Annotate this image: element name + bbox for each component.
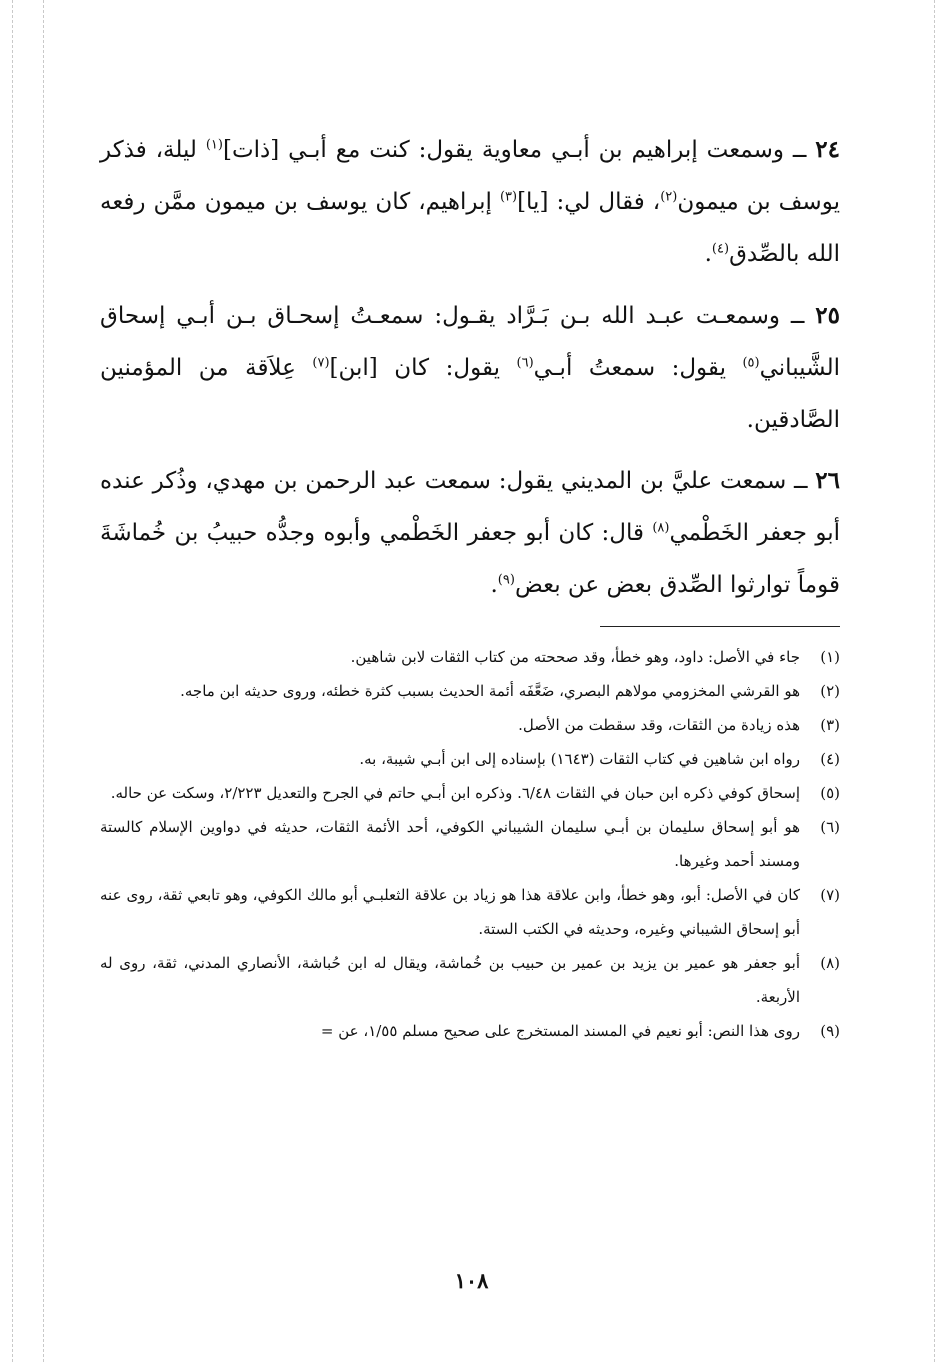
paragraph-dash: ــ	[786, 468, 816, 494]
paragraph-text: .	[704, 241, 712, 267]
paragraph-text: ليلة، فذكر يوسف بن ميمون	[100, 137, 840, 215]
paragraph-dash: ــ	[783, 137, 816, 163]
footnote-text: روى هذا النص: أبو نعيم في المسند المستخرج على صحيح مسلم ١/٥٥، عن =	[320, 1022, 800, 1040]
footnote-ref-3[interactable]: (٣)	[499, 189, 518, 205]
footnote-ref-4[interactable]: (٤)	[711, 241, 730, 257]
paragraph-text: يقول: سمعتُ أبـي	[533, 355, 743, 381]
footnote-number: (٧)	[820, 886, 840, 904]
footnote-text: كان في الأصل: أبو، وهو خطأ، وابن علاقة هذا هو زياد بن علاقة الثعلبـي أبو مالك الكوفي، وهو تابعي ثقة، روى عنه أبو إسحاق الشيباني وغيره، وحديثه في الكتب الستة.	[100, 886, 800, 938]
paragraph-number: ٢٦	[815, 467, 840, 494]
footnote-number: (٣)	[820, 716, 840, 734]
footnote-text: هو القرشي المخزومي مولاهم البصري، ضَعَّفَه أئمة الحديث بسبب كثرة خطئه، وروى حديثه ابن ماجه.	[180, 682, 800, 700]
footnote-ref-6[interactable]: (٦)	[516, 355, 534, 371]
footnote-number: (١)	[820, 648, 840, 666]
footnote-1	[100, 640, 840, 674]
footnote-number: (٨)	[820, 954, 840, 972]
footnote-5	[100, 776, 840, 810]
paragraph-dash: ــ	[779, 303, 816, 329]
paragraph-text: عِلاَقة من المؤمنين الصَّادقين.	[100, 355, 840, 433]
footnote-ref-7[interactable]: (٧)	[312, 355, 330, 371]
footnote-number: (٩)	[820, 1022, 840, 1040]
footnote-text: جاء في الأصل: داود، وهو خطأ، وقد صححته من كتاب الثقات لابن شاهين.	[350, 648, 800, 666]
footnote-number: (٢)	[820, 682, 840, 700]
footnote-text: أبو جعفر هو عمير بن يزيد بن عمير بن حبيب بن خُماشة، ويقال له ابن حُباشة، الأنصاري المدني، ثقة، روى له الأربعة.	[100, 954, 800, 1006]
footnote-6	[100, 810, 840, 878]
paragraph-text: ، فقال لي: [يا]	[517, 189, 661, 215]
page-edge-guide-left	[12, 0, 13, 1362]
footnote-ref-5[interactable]: (٥)	[742, 355, 760, 371]
paragraph-text: سمعت عليَّ بن المديني يقول: سمعت عبد الرحمن بن مهدي، وذُكر عنده أبو جعفر الخَطْمي	[100, 468, 841, 546]
paragraph-text: قال: كان أبو جعفر الخَطْمي وأبوه وجدُّه حبيبُ بن خُماشَةَ قوماً توارثوا الصِّدق بعض عن بعض	[100, 520, 840, 598]
footnote-ref-9[interactable]: (٩)	[497, 572, 515, 588]
paragraph-text: وسمعت إبراهيم بن أبـي معاوية يقول: كنت مع أبـي [ذات]	[222, 137, 784, 163]
footnote-number: (٥)	[820, 784, 840, 802]
footnote-ref-1[interactable]: (١)	[205, 137, 223, 153]
page-number: ١٠٨	[454, 1268, 489, 1293]
footnote-number: (٤)	[820, 750, 840, 768]
footnote-separator	[600, 626, 840, 627]
footnotes	[100, 640, 840, 1048]
paragraph-text: وسمعـت عبـد الله بـن بَـرَّاد يقـول: سمعـتُ إسحـاق بـن أبـي إسحاق الشَّيباني	[100, 303, 840, 381]
paragraph-text: يقول: كان [ابن]	[329, 355, 517, 381]
page-edge-guide-left-inner	[43, 0, 44, 1362]
paragraph-text: .	[490, 572, 498, 598]
paragraph-25	[100, 290, 840, 446]
footnote-7	[100, 878, 840, 946]
paragraph-24	[100, 124, 840, 280]
footnote-ref-2[interactable]: (٢)	[660, 189, 678, 205]
footnote-text: رواه ابن شاهين في كتاب الثقات (١٦٤٣) بإسناده إلى ابن أبـي شيبة، به.	[359, 750, 800, 768]
footnote-4	[100, 742, 840, 776]
footnote-ref-8[interactable]: (٨)	[652, 520, 670, 536]
footnote-9	[100, 1014, 840, 1048]
paragraph-26	[100, 455, 840, 611]
paragraph-number: ٢٥	[815, 302, 840, 329]
footnote-8	[100, 946, 840, 1014]
footnote-text: هو أبو إسحاق سليمان بن أبـي سليمان الشيباني الكوفي، أحد الأئمة الثقات، حديثه في دواوين الإسلام كالستة ومسند أحمد وغيرها.	[100, 818, 800, 870]
footnote-number: (٦)	[820, 818, 840, 836]
footnote-3	[100, 708, 840, 742]
page-edge-guide-right	[934, 0, 935, 1362]
paragraph-number: ٢٤	[815, 136, 840, 163]
footnote-2	[100, 674, 840, 708]
paragraph-text: إبراهيم، كان يوسف بن ميمون ممَّن رفعه الله بالصِّدق	[100, 189, 840, 267]
footnote-text: إسحاق كوفي ذكره ابن حبان في الثقات ٦/٤٨. وذكره ابن أبـي حاتم في الجرح والتعديل ٢/٢٢٣، وسكت عن حاله.	[110, 784, 800, 802]
footnote-text: هذه زيادة من الثقات، وقد سقطت من الأصل.	[518, 716, 800, 734]
